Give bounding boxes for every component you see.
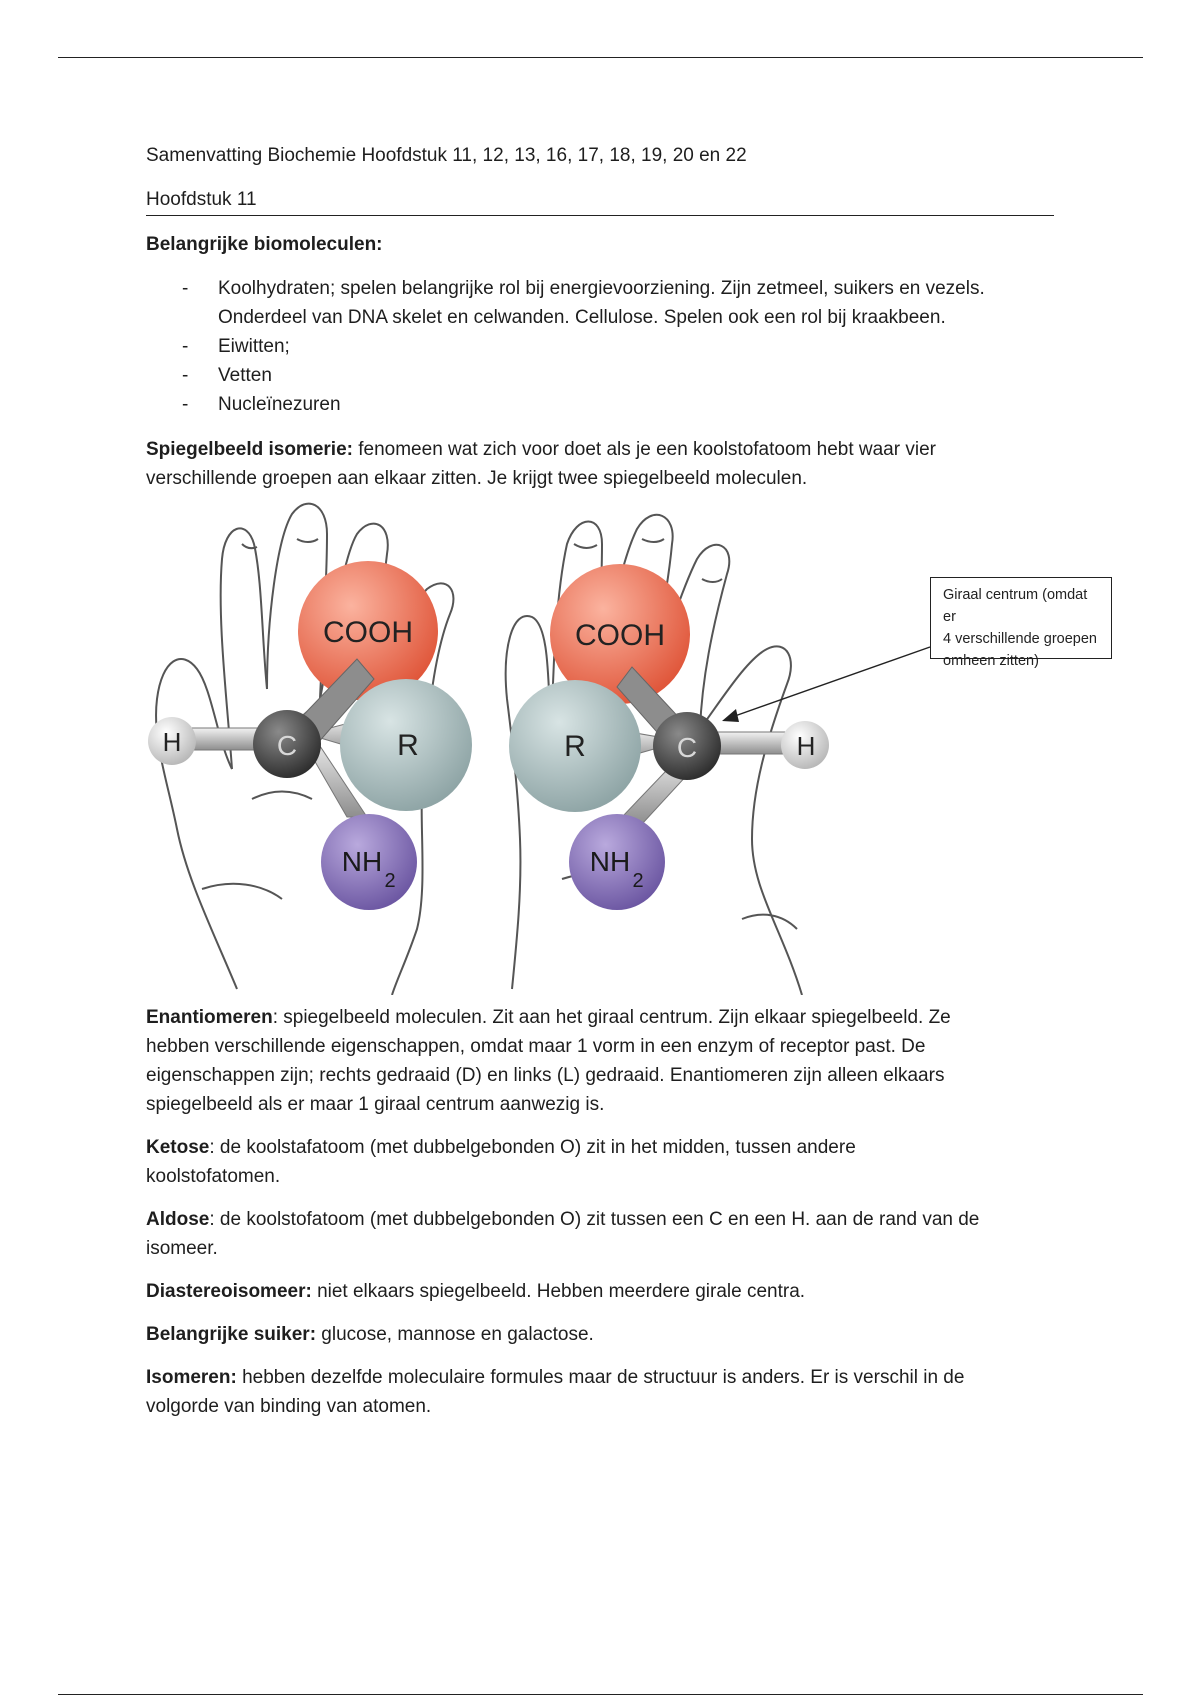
biomolecules-heading: Belangrijke biomoleculen: bbox=[146, 234, 383, 255]
paragraph-line: fenomeen wat zich voor doet als je een koolstofatoom hebt waar vier bbox=[352, 439, 936, 460]
term: Aldose bbox=[146, 1209, 210, 1230]
bullet-marker: - bbox=[182, 394, 189, 415]
chiral-center-callout bbox=[930, 577, 1112, 669]
hands-illustration bbox=[142, 499, 932, 995]
paragraph-diastereoisomeer bbox=[146, 1277, 1066, 1306]
cooh-label: COOH bbox=[575, 619, 665, 652]
paragraph-isomeren bbox=[146, 1363, 1066, 1421]
bottom-rule bbox=[58, 1694, 1143, 1695]
paragraph-spiegelbeeld bbox=[146, 435, 1066, 493]
callout-line: omheen zitten) bbox=[943, 653, 1039, 669]
nh2-label: NH bbox=[341, 846, 383, 877]
term: Belangrijke suiker: bbox=[146, 1324, 317, 1345]
carbon-label: C bbox=[276, 730, 298, 761]
paragraph-belangrijke-suiker bbox=[146, 1320, 1066, 1349]
paragraph-line: eigenschappen zijn; rechts gedraaid (D) en links (L) gedraaid. Enantiomeren zijn alleen elkaars bbox=[146, 1065, 945, 1086]
document-title: Samenvatting Biochemie Hoofdstuk 11, 12, 13, 16, 17, 18, 19, 20 en 22 bbox=[146, 145, 747, 166]
hydrogen-label: H bbox=[796, 731, 816, 761]
list-item bbox=[146, 332, 1066, 361]
chirality-hands-figure bbox=[142, 499, 1200, 995]
term: Isomeren: bbox=[146, 1367, 237, 1388]
paragraph-line: verschillende groepen aan elkaar zitten. Je krijgt twee spiegelbeeld moleculen. bbox=[146, 468, 808, 489]
list-item-line: Nucleïnezuren bbox=[218, 394, 341, 415]
paragraph-ketose bbox=[146, 1133, 1066, 1191]
page-content bbox=[146, 143, 1097, 1421]
paragraph-line: koolstofatomen. bbox=[146, 1166, 281, 1187]
paragraph-line: spiegelbeeld als er maar 1 giraal centrum aanwezig is. bbox=[146, 1094, 605, 1115]
paragraph-line: : spiegelbeeld moleculen. Zit aan het giraal centrum. Zijn elkaar spiegelbeeld. Ze bbox=[272, 1007, 951, 1028]
nh2-subscript: 2 bbox=[384, 870, 396, 892]
paragraph-enantiomeren bbox=[146, 1003, 1066, 1119]
term: Ketose bbox=[146, 1137, 210, 1158]
biomolecules-list bbox=[146, 274, 1066, 419]
term: Enantiomeren bbox=[146, 1007, 273, 1028]
callout-line: Giraal centrum (omdat er bbox=[943, 587, 1088, 625]
term: Diastereoisomeer: bbox=[146, 1281, 312, 1302]
r-label: R bbox=[564, 730, 586, 763]
r-label: R bbox=[397, 729, 419, 762]
list-item-line: Onderdeel van DNA skelet en celwanden. Cellulose. Spelen ook een rol bij kraakbeen. bbox=[218, 307, 946, 328]
paragraph-line: hebben dezelfde moleculaire formules maar de structuur is anders. Er is verschil in de bbox=[236, 1367, 965, 1388]
bullet-marker: - bbox=[182, 365, 189, 386]
list-item bbox=[146, 274, 1066, 332]
list-item-line: Vetten bbox=[218, 365, 272, 386]
list-item-line: Eiwitten; bbox=[218, 336, 290, 357]
paragraph-line: : de koolstofatoom (met dubbelgebonden O) zit tussen een C en een H. aan de rand van de bbox=[209, 1209, 980, 1230]
paragraph-line: volgorde van binding van atomen. bbox=[146, 1396, 432, 1417]
term: Spiegelbeeld isomerie: bbox=[146, 439, 353, 460]
bullet-marker: - bbox=[182, 278, 189, 299]
list-item-line: Koolhydraten; spelen belangrijke rol bij energievoorziening. Zijn zetmeel, suikers en vezels. bbox=[218, 278, 985, 299]
bullet-marker: - bbox=[182, 336, 189, 357]
carbon-label: C bbox=[676, 732, 698, 763]
right-molecule bbox=[509, 564, 829, 910]
paragraph-line: hebben verschillende eigenschappen, omdat maar 1 vorm in een enzym of receptor past. De bbox=[146, 1036, 926, 1057]
paragraph-line: niet elkaars spiegelbeeld. Hebben meerdere girale centra. bbox=[311, 1281, 806, 1302]
callout-line: 4 verschillende groepen bbox=[943, 631, 1097, 647]
list-item bbox=[146, 361, 1066, 390]
paragraph-aldose bbox=[146, 1205, 1066, 1263]
cooh-label: COOH bbox=[323, 616, 413, 649]
list-item bbox=[146, 390, 1066, 419]
paragraph-line: glucose, mannose en galactose. bbox=[316, 1324, 594, 1345]
nh2-label: NH bbox=[589, 846, 631, 877]
top-rule bbox=[58, 57, 1143, 58]
hydrogen-label: H bbox=[162, 727, 182, 757]
chapter-heading: Hoofdstuk 11 bbox=[146, 187, 1054, 216]
paragraph-line: : de koolstafatoom (met dubbelgebonden O) zit in het midden, tussen andere bbox=[209, 1137, 856, 1158]
nh2-subscript: 2 bbox=[632, 870, 644, 892]
paragraph-line: isomeer. bbox=[146, 1238, 218, 1259]
